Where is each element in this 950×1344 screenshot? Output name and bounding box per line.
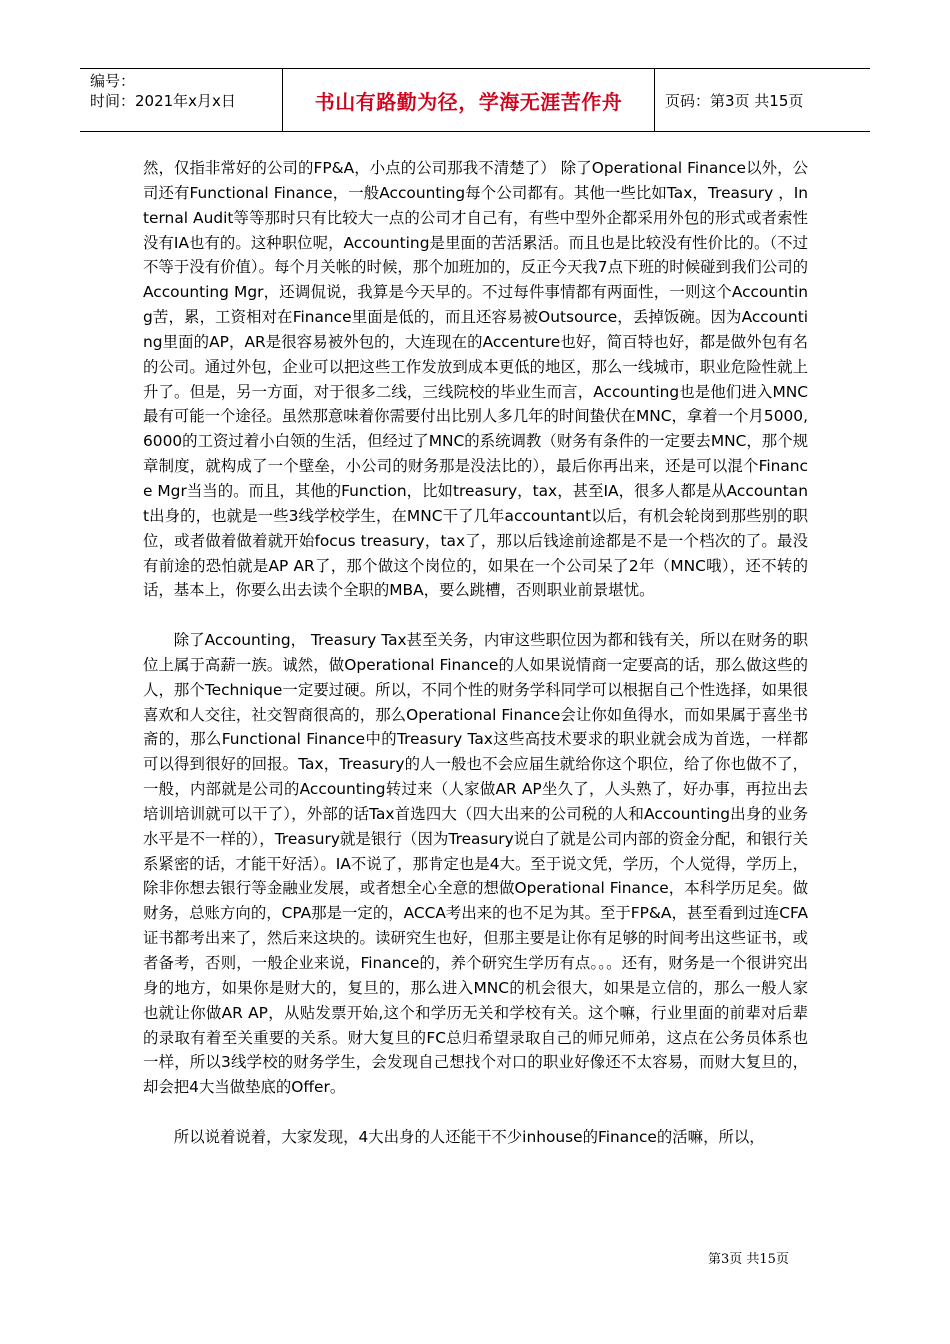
doc-number-label: 编号： bbox=[90, 72, 136, 90]
body-paragraph-1: 然，仅指非常好的公司的FP&A，小点的公司那我不清楚了） 除了Operational Finance以外，公司还有Functional Finance，一般Accounting每个公司都有。其他一些比如Tax，Treasury ，Internal Audit等等那时只有比较大一点的公司才自己有，有些中型外企都采用外包的形式或者索性没有IA也有的。这种职位呢，Accounting是里面的苦活累活。而且也是比较没有性价比的。（不过不等于没有价值）。每个月关帐的时候，那个加班加的，反正今天我7点下班的时候碰到我们公司的Accounting Mgr，还调侃说，我算是今天早的。不过每件事情都有两面性，一则这个Accounting苦，累，工资相对在Finance里面是低的，而且还容易被Outsource，丢掉饭碗。因为Accounting里面的AP，AR是很容易被外包的，大连现在的Accenture也好，简百特也好，都是做外包有名的公司。通过外包，企业可以把这些工作发放到成本更低的地区，那么一线城市，职业危险性就上升了。但是，另一方面，对于很多二线，三线院校的毕业生而言，Accounting也是他们进入MNC最有可能一个途径。虽然那意味着你需要付出比别人多几年的时间蛰伏在MNC，拿着一个月5000,6000的工资过着小白领的生活，但经过了MNC的系统调教（财务有条件的一定要去MNC，那个规章制度，就构成了一个壁垒，小公司的财务那是没法比的），最后你再出来，还是可以混个Finance Mgr当当的。而且，其他的Function，比如treasury，tax，甚至IA，很多人都是从Accountant出身的，也就是一些3线学校学生，在MNC干了几年accountant以后，有机会轮岗到那些别的职位，或者做着做着就开始focus treasury，tax了，那以后钱途前途都是不是一个档次的了。最没有前途的恐怕就是AP AR了，那个做这个岗位的，如果在一个公司呆了2年（MNC哦），还不转的话，基本上，你要么出去读个全职的MBA，要么跳槽，否则职业前景堪忧。 bbox=[143, 159, 808, 600]
header-motto: 书山有路勤为径，学海无涯苦作舟 bbox=[283, 69, 655, 131]
body-paragraph-2: 除了Accounting， Treasury Tax甚至关务，内审这些职位因为都和钱有关，所以在财务的职位上属于高薪一族。诚然，做Operational Finance的人如果说情商一定要高的话，那么做这些的人，那个Technique一定要过硬。所以，不同个性的财务学科同学可以根据自己个性选择，如果很喜欢和人交往，社交智商很高的，那么Operational Finance会让你如鱼得水，而如果属于喜坐书斋的，那么Functional Finance中的Treasury Tax这些高技术要求的职业就会成为首选，一样都可以得到很好的回报。Tax，Treasury的人一般也不会应届生就给你这个职位，给了你也做不了，一般，内部就是公司的Accounting转过来（人家做AR AP坐久了，人头熟了，好办事，再拉出去培训培训就可以干了），外部的话Tax首选四大（四大出来的公司税的人和Accounting出身的业务水平是不一样的），Treasury就是银行（因为Treasury说白了就是公司内部的资金分配，和银行关系紧密的话，才能干好活）。IA不说了，那肯定也是4大。至于说文凭，学历，个人觉得，学历上，除非你想去银行等金融业发展，或者想全心全意的想做Operational Finance，本科学历足矣。做财务，总账方向的，CPA那是一定的，ACCA考出来的也不足为其。至于FP&A，甚至看到过连CFA证书都考出来了，然后来这块的。读研究生也好，但那主要是让你有足够的时间考出这些证书，或者备考，否则，一般企业来说，Finance的，养个研究生学历有点。。。还有，财务是一个很讲究出身的地方，如果你是财大的，复旦的，那么进入MNC的机会很大，如果是立信的，那么一般人家也就让你做AR AP，从贴发票开始,这个和学历无关和学校有关。这个嘛，行业里面的前辈对后辈的录取有着至关重要的关系。财大复旦的FC总归希望录取自己的师兄师弟，这点在公务员体系也一样，所以3线学校的财务学生，会发现自己想找个对口的职业好像还不太容易，而财大复旦的，却会把4大当做垫底的Offer。 bbox=[143, 631, 808, 1097]
header-page-number: 页码：第3页 共15页 bbox=[665, 91, 804, 110]
body-paragraph-3: 所以说着说着，大家发现，4大出身的人还能干不少inhouse的Finance的活嘛，所以， bbox=[173, 1127, 765, 1146]
header-meta bbox=[80, 69, 283, 131]
page-footer: 第3页 共15页 bbox=[708, 1252, 789, 1267]
document-body bbox=[143, 156, 808, 1150]
doc-time-label: 时间：2021年x月x日 bbox=[90, 92, 236, 110]
page-header bbox=[80, 68, 870, 132]
